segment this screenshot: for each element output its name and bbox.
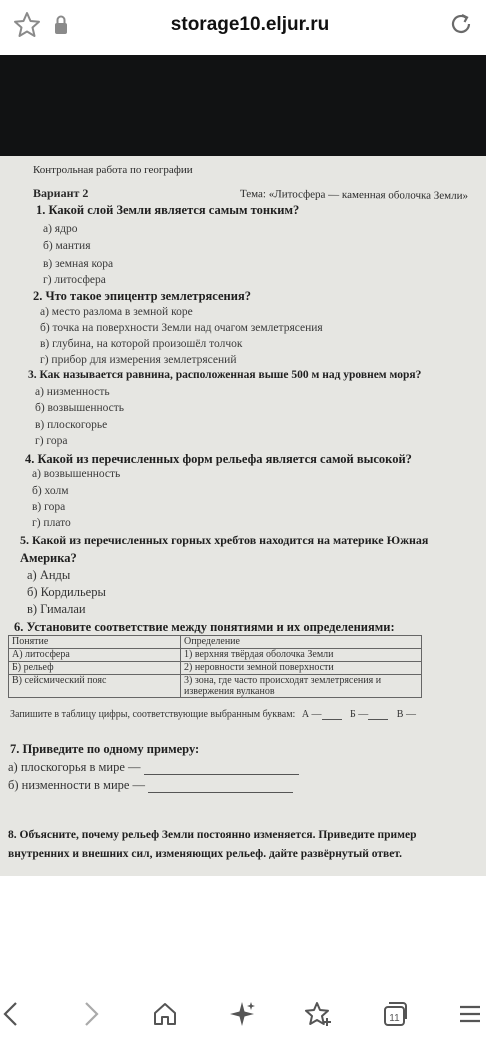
q1-option-c: в) земная кора	[43, 258, 114, 270]
table-row	[9, 649, 422, 662]
home-icon	[150, 999, 180, 1029]
q7-item-b-text: б) низменности в мире —	[8, 778, 146, 792]
q4-option-a: а) возвышенность	[32, 468, 121, 480]
table-cell-term: В) сейсмический пояс	[9, 675, 181, 698]
q7-item-a	[8, 760, 299, 775]
table-cell-definition-line1: 3) зона, где часто происходят землетрясения и	[184, 675, 382, 686]
browser-toolbar	[0, 0, 486, 55]
question-8-line2: внутренних и внешних сил, изменяющих рельеф. дайте развёрнутый ответ.	[8, 848, 402, 860]
q6-instruction-text: Запишите в таблицу цифры, соответствующие выбранным буквам:	[10, 709, 296, 720]
reload-icon[interactable]	[446, 9, 476, 39]
star-plus-icon	[303, 999, 333, 1029]
q3-option-a: а) низменность	[35, 386, 110, 398]
variant-label: Вариант 2	[33, 186, 89, 200]
sparkle-icon	[227, 999, 257, 1029]
table-header-term: Понятие	[9, 636, 181, 649]
question-7: 7. Приведите по одному примеру:	[10, 742, 200, 756]
q5-option-c: в) Гималаи	[27, 602, 86, 616]
q7-item-a-text: а) плоскогорья в мире —	[8, 760, 141, 774]
table-cell-term: Б) рельеф	[9, 662, 181, 675]
worksheet-topic: Тема: «Литосфера — каменная оболочка Земли»	[239, 188, 469, 202]
q1-option-a: а) ядро	[43, 223, 78, 235]
table-row	[9, 662, 422, 675]
question-4: 4. Какой из перечисленных форм рельефа является самой высокой?	[25, 452, 412, 466]
ai-assistant-button[interactable]	[222, 994, 262, 1034]
question-6: 6. Установите соответствие между понятиями и их определениями:	[14, 620, 395, 634]
hamburger-menu-icon	[455, 999, 485, 1029]
table-cell-definition	[181, 675, 422, 698]
table-row	[9, 675, 422, 698]
tabs-icon	[380, 999, 410, 1029]
back-button[interactable]	[0, 994, 32, 1034]
q5-option-a: а) Анды	[27, 568, 71, 582]
q3-option-c: в) плоскогорье	[35, 419, 108, 431]
question-3: 3. Как называется равнина, расположенная выше 500 м над уровнем моря?	[28, 369, 422, 381]
q6-answer-a: А —	[301, 709, 322, 720]
forward-button[interactable]	[70, 994, 110, 1034]
worksheet-content	[0, 156, 486, 876]
chevron-left-icon	[0, 999, 27, 1029]
table-header-row	[9, 636, 422, 649]
lock-icon	[53, 13, 69, 37]
table-cell-definition: 2) неровности земной поверхности	[181, 662, 422, 675]
question-2: 2. Что такое эпицентр землетрясения?	[33, 289, 251, 303]
question-8-line1: 8. Объясните, почему рельеф Земли постоянно изменяется. Приведите пример	[8, 829, 417, 841]
favorites-button[interactable]	[298, 994, 338, 1034]
question-5-line2: Америка?	[20, 551, 77, 565]
q1-option-b: б) мантия	[43, 240, 91, 252]
q6-answer-b: Б —	[350, 709, 369, 720]
q4-option-c: в) гора	[32, 501, 66, 513]
browser-bottom-nav	[0, 986, 486, 1053]
q6-blank-b	[368, 709, 388, 720]
q7-blank-a	[144, 764, 299, 775]
chevron-right-icon	[75, 999, 105, 1029]
question-5-line1: 5. Какой из перечисленных горных хребтов находится на материке Южная	[20, 533, 429, 547]
tabs-button[interactable]	[375, 994, 415, 1034]
table-cell-term: А) литосфера	[9, 649, 181, 662]
q3-option-b: б) возвышенность	[35, 402, 125, 414]
q2-option-b: б) точка на поверхности Земли над очагом землетрясения	[40, 322, 323, 334]
address-bar-url[interactable]: storage10.eljur.ru	[170, 14, 330, 35]
q6-instruction	[10, 709, 416, 720]
q1-option-d: г) литосфера	[43, 274, 106, 286]
q6-answer-v: В —	[396, 709, 416, 720]
worksheet-header-left: Контрольная работа по географии	[33, 164, 193, 176]
home-button[interactable]	[145, 994, 185, 1034]
q4-option-d: г) плато	[32, 517, 71, 529]
q3-option-d: г) гора	[35, 435, 68, 447]
q7-blank-b	[148, 782, 293, 793]
question-1: 1. Какой слой Земли является самым тонким?	[36, 203, 300, 217]
q4-option-b: б) холм	[32, 485, 69, 497]
table-header-definition: Определение	[181, 636, 422, 649]
table-cell-definition: 1) верхняя твёрдая оболочка Земли	[181, 649, 422, 662]
tab-count: 11	[389, 1013, 400, 1024]
bookmark-star-icon[interactable]	[12, 10, 42, 40]
q2-option-c: в) глубина, на которой произошёл толчок	[40, 338, 243, 350]
q6-blank-a	[322, 709, 342, 720]
q2-option-a: а) место разлома в земной коре	[40, 306, 193, 318]
q2-option-d: г) прибор для измерения землетрясений	[40, 354, 237, 366]
matching-table	[8, 635, 422, 698]
menu-button[interactable]	[450, 994, 486, 1034]
q7-item-b	[8, 778, 293, 793]
q5-option-b: б) Кордильеры	[27, 585, 106, 599]
table-cell-definition-line2: извержения вулканов	[184, 686, 275, 697]
